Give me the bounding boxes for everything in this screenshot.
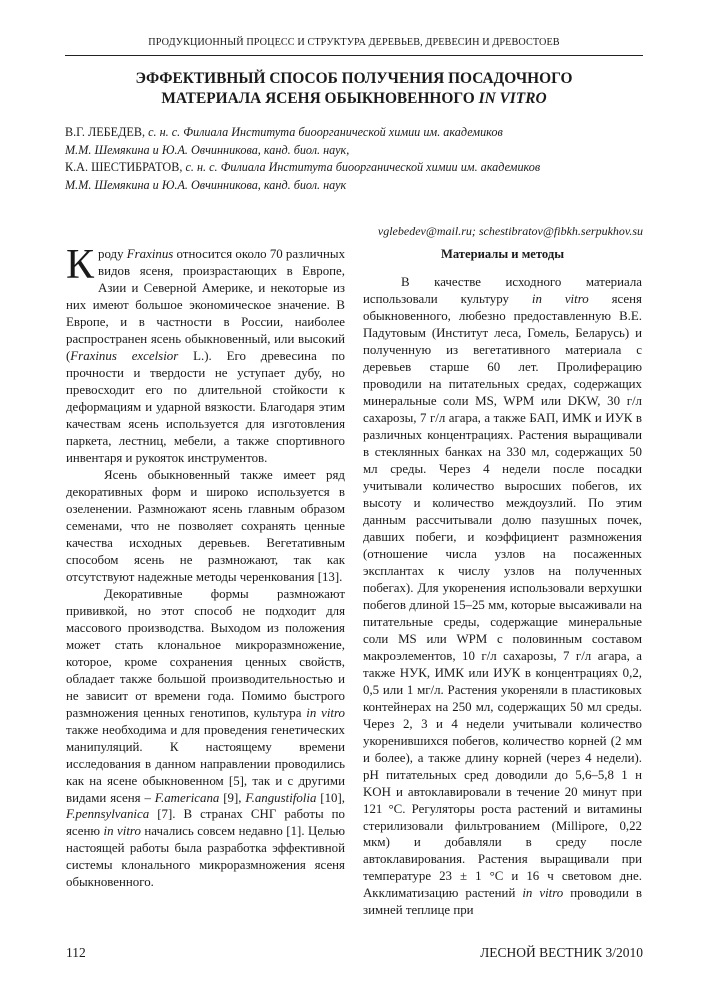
paragraph-propagation [66,586,345,892]
text-run: также необходима и для проведения генетических манипуляций. К настоящему времени исследования в данном направлении проводились как на ясене обыкновенном [5], так и с другими видами ясеня – [66,722,345,805]
author-1-line-1 [65,124,645,142]
italic-term: in vitro [522,886,564,901]
text-run: проводили в зимней теплице при [363,886,642,918]
italic-term: in vitro [103,824,141,839]
species-name: F.angustifolia [245,790,317,805]
title-line-2-italic: IN VITRO [478,90,547,107]
paragraph-methods [363,274,642,919]
article-title [65,69,643,109]
page-number: 112 [66,945,86,960]
italic-term: in vitro [306,705,345,720]
text-run: L.). Его древесина по прочности и твердости не уступает дубу, но превосходит его по длительной стойкости к деформациям и ударной вязкости. Благодаря этим качествам ясень используется для изготовления паркета, лестниц, мебели, а также спортивного инвентаря и рукояток инструментов. [66,348,346,465]
text-run: [7]. В странах СНГ работы по ясеню [66,807,345,839]
author-2-affiliation-1: с. н. с. Филиала Института биоорганической химии им. академиков [182,160,541,174]
left-column [66,242,346,891]
text-run: [9], [219,790,246,805]
text-run: относится около 70 различных видов ясеня, произрастающих в Европе, Азии и Северной Америке, и некоторые из них имеют большое экономическое значение. В Европе, и в частности в России, наиболее распространен ясень обыкновенный, или высокий ( [66,247,346,363]
author-block [65,124,645,194]
author-1-line-2 [65,142,645,160]
paragraph-decorative: Ясень обыкновенный также имеет ряд декоративных форм и широко используется в озеленении. Размножают ясень главным образом семенами, что не позволяет сохранять ценные качества исходных деревьев. Вегетативным способом ясень не размножают, так как отсутствуют надежные методы черенкования [13]. [66,467,345,584]
author-1-affiliation-2: М.М. Шемякина и Ю.А. Овчинникова, канд. биол. наук, [65,142,350,157]
species-name: F.pennsylvanica [66,807,150,822]
section-heading: Материалы и методы [440,247,565,261]
author-2-line-1 [65,159,645,177]
right-column [363,246,642,919]
paragraph-intro [66,242,346,467]
author-2-line-2 [65,177,645,195]
author-1-name: В.Г. ЛЕБЕДЕВ, [65,125,146,139]
journal-name: ЛЕСНОЙ ВЕСТНИК 3/2010 [480,945,643,960]
species-name: Fraxinus [126,247,174,261]
author-2-name: К.А. ШЕСТИБРАТОВ, [65,160,183,174]
title-line-1: ЭФФЕКТИВНЫЙ СПОСОБ ПОЛУЧЕНИЯ ПОСАДОЧНОГО [135,70,573,87]
italic-term: in vitro [531,291,589,306]
header-divider [65,55,643,56]
author-1-affiliation-1: с. н. с. Филиала Института биоорганической химии им. академиков [145,125,503,139]
title-line-2-text: МАТЕРИАЛА ЯСЕНЯ ОБЫКНОВЕННОГО [161,90,479,107]
species-name: Fraxinus excelsior [70,348,179,363]
text-run: Декоративные формы размножают прививкой, но этот способ не подходит для массового производства. Выходом из положения может стать клональное микроразмножение, которое, кроме сохранения ценных свойств, обладает также большой производительностью и не зависит от времени года. Помимо быстрого размножения ценных генотипов, культура [66,586,345,720]
author-2-affiliation-2: М.М. Шемякина и Ю.А. Овчинникова, канд. биол. наук [65,177,347,192]
species-name: F.americana [154,790,220,805]
author-emails: vglebedev@mail.ru; schestibratov@fibkh.serpukhov.su [377,224,643,238]
drop-cap: К [66,242,95,288]
text-run: начались совсем недавно [1]. Целью настоящей работы была разработка эффективной системы клонального микроразмножения ясеня обыкновенного. [66,824,345,890]
text-run: [10], [316,790,346,805]
running-header: ПРОДУКЦИОННЫЙ ПРОЦЕСС И СТРУКТУРА ДЕРЕВЬЕВ, ДРЕВЕСИН И ДРЕВОСТОЕВ [148,37,560,48]
title-line-2 [65,89,643,109]
text-run: В качестве исходного материала использовали культуру [363,275,642,306]
text-run: ясеня обыкновенного, любезно предоставленную В.Е. Падутовым (Институт леса, Гомель, Беларусь) и полученную из вегетативного материала с деревьев старше 60 лет. Пролиферацию проводили на питательных средах, содержащих минеральные соли MS, WPM или DKW, 30 г/л сахарозы, 7 г/л агара, а также БАП, ИМК и ИУК в различных концентрациях. Растения выращивали в стеклянных банках на 330 мл, содержащих 50 мл среды. Через 4 недели после посадки учитывали количество выросших побегов, их высоту и количество междоузлий. По этим данным рассчитывали долю пазушных почек, давших побеги, и коэффициент размножения (отношение числа узлов на посаженных эксплантах к числу узлов на полученных побегах). Для укоренения использовали верхушки побегов длиной 15–25 мм, которые высаживали на питательные среды, содержащие минеральные соли MS или WPM с половинным составом макроэлементов, 10 г/л сахарозы, 7 г/л агара, а также НУК, ИМК или ИУК в концентрациях 0,2, 0,5 или 1 мг/л. Растения укореняли в пластиковых контейнерах на 250 мл, содержащих 50 мл среды. Через 2, 3 и 4 недели учитывали количество укоренившихся побегов, количество корней (2 мм и более), а также длину корней (через 4 недели). pH питательных сред доводили до 5,6–5,8 1 н KOH и автоклавировали в течение 20 минут при 121 °С. Регуляторы роста растений и витамины стерилизовали фильтрованием (Millipore, 0,22 мкм) и добавляли в среду после автоклавирования. Растения выращивали при температуре 23 ± 1 °С и 16 ч световом дне. Акклиматизацию растений [363,291,642,901]
text-run: роду [98,247,127,261]
